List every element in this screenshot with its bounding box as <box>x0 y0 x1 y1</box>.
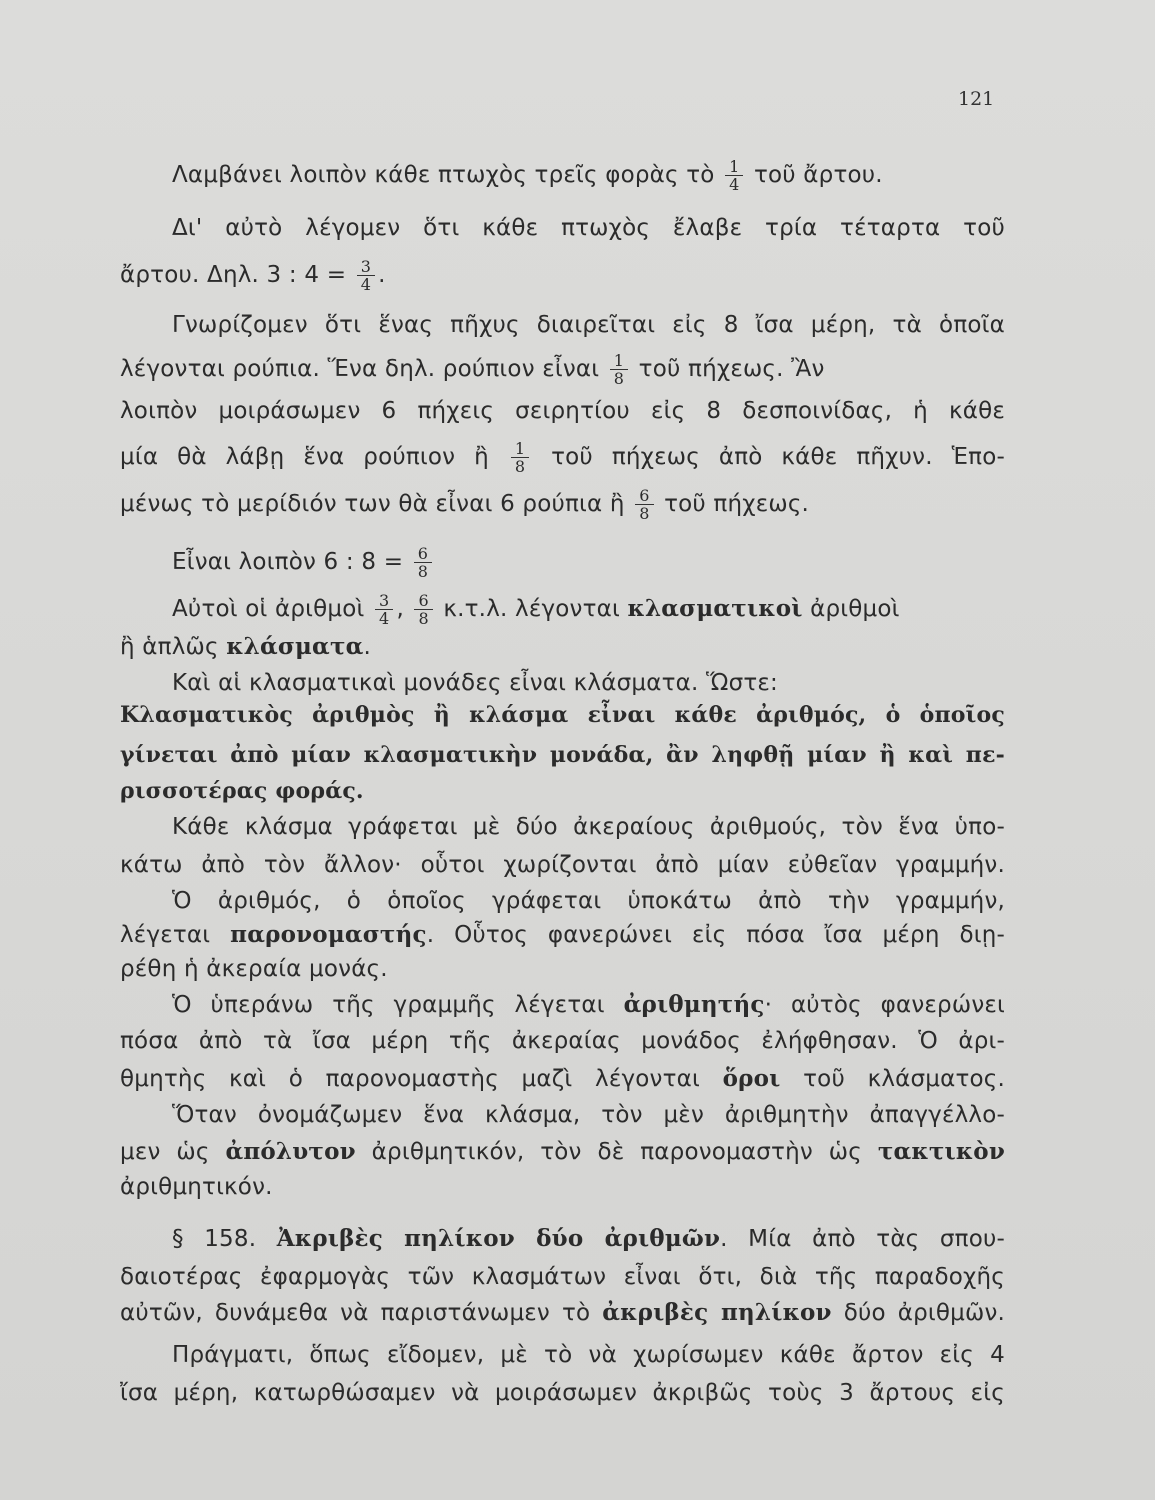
text-line <box>120 1262 1005 1292</box>
text-line <box>120 1064 1005 1094</box>
fraction-numerator: 6 <box>635 487 653 505</box>
text-line <box>172 310 1005 340</box>
text-run: τοῦ ἄρτου. <box>746 162 883 188</box>
bold-term: ἀριθμητής <box>623 991 765 1018</box>
text-line <box>172 1100 1005 1130</box>
text-line <box>120 700 1005 730</box>
text-run: § 158. <box>172 1226 277 1252</box>
text-line <box>120 740 1005 770</box>
text-line <box>120 258 1005 293</box>
fraction <box>375 592 393 627</box>
page-number: 121 <box>958 88 995 110</box>
fraction-numerator: 1 <box>610 352 628 370</box>
text-run: . <box>378 262 386 288</box>
bold-term: Κλασματικὸς ἀριθμὸς ἢ κλάσμα εἶναι κάθε ἀριθμός, ὁ ὁποῖος <box>120 702 1005 728</box>
text-run: τοῦ πήχεως. Ἂν <box>631 356 825 382</box>
text-run: ἄρτου. Δηλ. 3 : 4 = <box>120 262 354 288</box>
text-line <box>120 1378 1005 1408</box>
text-run: μία θὰ λάβῃ ἕνα ρούπιον ἢ <box>120 444 508 470</box>
text-run: λέγονται ρούπια. Ἕνα δηλ. ρούπιον εἶναι <box>120 356 607 382</box>
text-run: , <box>396 596 412 622</box>
text-line <box>172 668 1005 698</box>
bold-term: κλασματικοὶ <box>627 595 803 622</box>
fraction <box>511 440 529 475</box>
fraction-numerator: 6 <box>414 545 432 563</box>
bold-term: ἀπόλυτον <box>225 1138 356 1165</box>
text-run: Πράγματι, ὅπως εἴδομεν, μὲ τὸ νὰ χωρίσωμεν κάθε ἄρτον εἰς 4 <box>172 1342 1005 1368</box>
bold-term: ἀκριβὲς πηλίκον <box>602 1299 832 1326</box>
text-run: . Μία ἀπὸ τὰς σπου- <box>720 1226 1006 1252</box>
text-line <box>172 1340 1005 1370</box>
text-run: κάτω ἀπὸ τὸν ἄλλον· οὗτοι χωρίζονται ἀπὸ μίαν εὐθεῖαν γραμμήν. <box>120 852 1005 878</box>
fraction-denominator: 8 <box>613 369 625 388</box>
text-line <box>120 920 1005 950</box>
text-run: τοῦ πήχεως. <box>656 491 810 517</box>
text-run: κ.τ.λ. λέγονται <box>435 596 628 622</box>
text-line <box>120 1172 1005 1202</box>
text-run: λοιπὸν μοιράσωμεν 6 πήχεις σειρητίου εἰς 8 δεσποινίδας, ἡ κάθε <box>120 398 1005 424</box>
text-run: Εἶναι λοιπὸν 6 : 8 = <box>172 549 411 575</box>
fraction <box>635 487 653 522</box>
text-line <box>120 1298 1005 1328</box>
bold-term: ρισσοτέρας φοράς. <box>120 778 364 804</box>
text-run: θμητὴς καὶ ὁ παρονομαστὴς μαζὶ λέγονται <box>120 1066 723 1092</box>
fraction-denominator: 8 <box>418 609 429 628</box>
text-run: ρέθη ἡ ἀκεραία μονάς. <box>120 956 388 982</box>
text-run: ἴσα μέρη, κατωρθώσαμεν νὰ μοιράσωμεν ἀκριβῶς τοὺς 3 ἄρτους εἰς <box>120 1380 1005 1406</box>
text-line <box>120 850 1005 880</box>
fraction <box>725 158 743 193</box>
text-line <box>120 1026 1005 1056</box>
text-run: Λαμβάνει λοιπὸν κάθε πτωχὸς τρεῖς φορὰς τὸ <box>172 162 723 188</box>
text-run: ἢ ἁπλῶς <box>120 634 227 660</box>
text-line <box>120 352 1005 387</box>
text-run: Γνωρίζομεν ὅτι ἕνας πῆχυς διαιρεῖται εἰς 8 ἴσα μέρη, τὰ ὁποῖα <box>172 312 1005 338</box>
fraction-numerator: 3 <box>357 258 375 276</box>
fraction <box>414 592 432 627</box>
text-run: ἀριθμοὶ <box>802 596 900 622</box>
text-run: . <box>363 634 372 660</box>
fraction <box>357 258 375 293</box>
text-run: μένως τὸ μερίδιόν των θὰ εἶναι 6 ρούπια ἢ <box>120 491 633 517</box>
text-line <box>172 886 1005 916</box>
fraction-denominator: 8 <box>514 457 526 476</box>
fraction-denominator: 4 <box>360 275 372 294</box>
bold-term: γίνεται ἀπὸ μίαν κλασματικὴν μονάδα, ἂν ληφθῇ μίαν ἢ καὶ πε- <box>120 742 1005 768</box>
text-line <box>172 812 1005 842</box>
bold-term: ὅροι <box>722 1065 781 1092</box>
bold-term: Ἀκριβὲς πηλίκον δύο ἀριθμῶν <box>276 1225 721 1252</box>
text-run: λέγεται <box>120 922 231 948</box>
text-run: Αὐτοὶ οἱ ἀριθμοὶ <box>172 596 373 622</box>
text-run: ἀριθμητικόν. <box>120 1174 273 1200</box>
text-run: Δι' αὐτὸ λέγομεν ὅτι κάθε πτωχὸς ἔλαβε τρία τέταρτα τοῦ <box>172 215 1005 241</box>
text-run: δύο ἀριθμῶν. <box>831 1300 1006 1326</box>
text-run: . Οὗτος φανερώνει εἰς πόσα ἴσα μέρη διῃ- <box>426 922 1005 948</box>
text-run: Καὶ αἱ κλασματικαὶ μονάδες εἶναι κλάσματα. Ὥστε: <box>172 670 778 696</box>
text-run: αὐτῶν, δυνάμεθα νὰ παριστάνωμεν τὸ <box>120 1300 603 1326</box>
text-line <box>172 158 1005 193</box>
text-run: πόσα ἀπὸ τὰ ἴσα μέρη τῆς ἀκεραίας μονάδος ἐλήφθησαν. Ὁ ἀρι- <box>120 1028 1005 1054</box>
fraction <box>610 352 628 387</box>
bold-term: τακτικὸν <box>877 1138 1005 1165</box>
text-line <box>172 1224 1005 1254</box>
text-line <box>120 1137 1005 1167</box>
text-run: μεν ὡς <box>120 1139 226 1165</box>
text-line <box>172 990 1005 1020</box>
fraction <box>414 545 432 580</box>
text-line <box>120 440 1005 475</box>
text-run: · αὐτὸς φανερώνει <box>764 992 1005 1018</box>
fraction-denominator: 8 <box>417 562 429 581</box>
text-line <box>120 954 1005 984</box>
text-line <box>172 545 1005 580</box>
text-line <box>120 396 1005 426</box>
text-line <box>172 213 1005 243</box>
bold-term: παρονομαστής <box>230 921 427 948</box>
text-run: Κάθε κλάσμα γράφεται μὲ δύο ἀκεραίους ἀριθμούς, τὸν ἕνα ὑπο- <box>172 814 1005 840</box>
text-run: τοῦ κλάσματος. <box>780 1066 1005 1092</box>
text-run: τοῦ πήχεως ἀπὸ κάθε πῆχυν. Ἑπο- <box>532 444 1005 470</box>
text-run: Ὁ ἀριθμός, ὁ ὁποῖος γράφεται ὑποκάτω ἀπὸ τὴν γραμμήν, <box>172 888 1005 914</box>
text-line <box>172 592 1005 627</box>
fraction-denominator: 4 <box>379 609 390 628</box>
text-line <box>120 776 1005 806</box>
text-line <box>120 487 1005 522</box>
bold-term: κλάσματα <box>226 633 364 660</box>
text-run: Ὁ ὑπεράνω τῆς γραμμῆς λέγεται <box>172 992 624 1018</box>
fraction-denominator: 4 <box>729 175 740 194</box>
text-run: δαιοτέρας ἐφαρμογὰς τῶν κλασμάτων εἶναι ὅτι, διὰ τῆς παραδοχῆς <box>120 1264 1005 1290</box>
fraction-denominator: 8 <box>639 504 650 523</box>
fraction-numerator: 1 <box>725 158 743 176</box>
text-run: ἀριθμητικόν, τὸν δὲ παρονομαστὴν ὡς <box>355 1139 878 1165</box>
text-run: Ὅταν ὀνομάζωμεν ἕνα κλάσμα, τὸν μὲν ἀριθμητὴν ἀπαγγέλλο- <box>172 1102 1005 1128</box>
fraction-numerator: 1 <box>511 440 529 458</box>
text-line <box>120 632 1005 662</box>
fraction-numerator: 3 <box>375 592 393 610</box>
fraction-numerator: 6 <box>414 592 432 610</box>
